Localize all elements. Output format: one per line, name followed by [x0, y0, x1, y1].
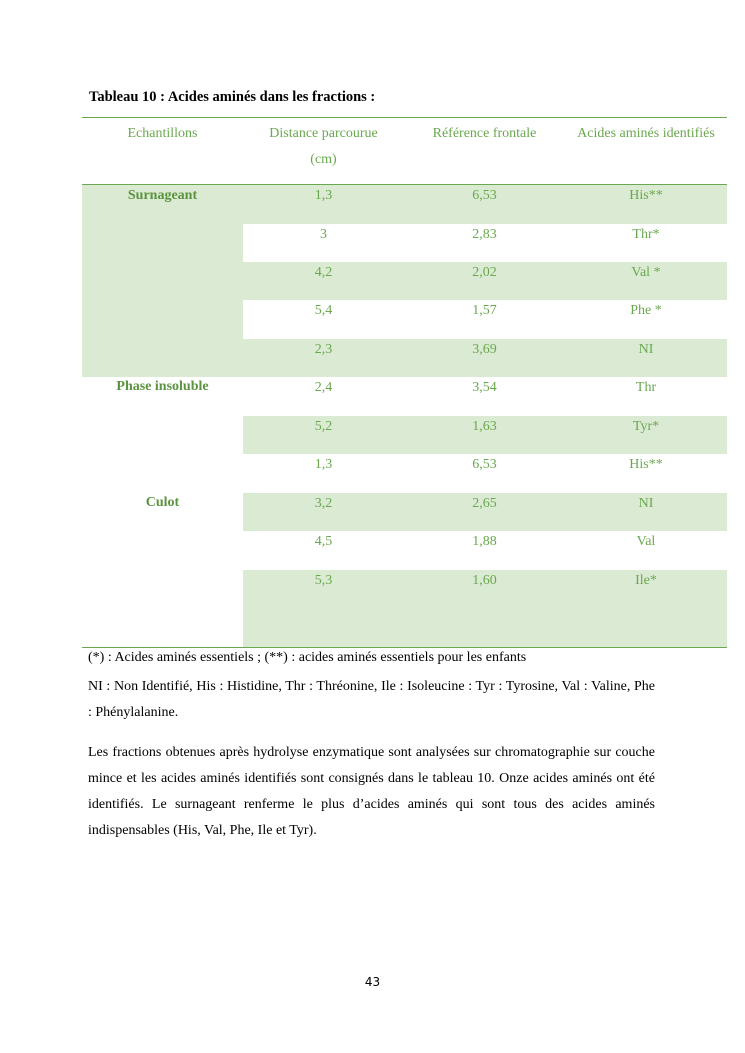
cell-distance: 2,4 [314, 380, 333, 395]
table-row [243, 300, 727, 339]
cell-amino-acid: Ile* [635, 573, 657, 588]
group-label-surnageant: Surnageant [127, 188, 198, 203]
table-body [82, 185, 727, 648]
header-acides-amines: Acides aminés identifiés [577, 126, 715, 141]
cell-reference: 1,63 [472, 419, 497, 434]
group-surnageant-cell [82, 185, 243, 377]
cell-distance: 5,3 [314, 573, 333, 588]
cell-distance: 5,2 [314, 419, 333, 434]
cell-distance: 3,2 [314, 496, 333, 511]
table-caption: Tableau 10 : Acides aminés dans les fractions : [89, 89, 376, 105]
table-row [243, 224, 727, 262]
cell-distance: 2,3 [314, 342, 333, 357]
cell-distance: 1,3 [314, 188, 333, 203]
page-number: 43 [364, 975, 381, 989]
cell-amino-acid: Phe * [630, 303, 662, 318]
cell-reference: 2,83 [472, 227, 497, 242]
abbreviations-note: NI : Non Identifié, His : Histidine, Thr : Thréonine, Ile : Isoleucine : Tyr : Tyrosine, Val : Valine, Phe : Phénylalanine. [88, 679, 655, 720]
header-distance-line1: Distance parcourue [269, 126, 378, 141]
header-distance [243, 121, 404, 173]
cell-amino-acid: NI [638, 342, 654, 357]
table-footnote: (*) : Acides aminés essentiels ; (**) : acides aminés essentiels pour les enfants [88, 650, 527, 665]
cell-reference: 2,65 [472, 496, 497, 511]
amino-acid-table [82, 117, 727, 648]
header-reference-frontale: Référence frontale [432, 126, 537, 141]
cell-amino-acid: His** [629, 188, 663, 203]
cell-amino-acid: Tyr* [632, 419, 660, 434]
table-row [243, 416, 727, 454]
cell-reference: 2,02 [472, 265, 497, 280]
table-row [243, 570, 727, 647]
body-paragraph: Les fractions obtenues après hydrolyse enzymatique sont analysées sur chromatographie sur couche mince et les acides aminés identifiés sont consignés dans le tableau 10. Onze acides aminés ont été identifiés. Le surnageant renferme le plus d’acides aminés qui sont tous des acides aminés indispensables (His, Val, Phe, Ile et Tyr). [88, 745, 655, 838]
cell-amino-acid: Val [636, 534, 656, 549]
group-label-phase-insoluble: Phase insoluble [116, 379, 209, 394]
table-row [243, 185, 727, 224]
table-row [243, 493, 727, 531]
cell-reference: 6,53 [472, 188, 497, 203]
header-echantillons: Echantillons [127, 126, 198, 141]
cell-reference: 1,60 [472, 573, 497, 588]
cell-distance: 4,5 [314, 534, 333, 549]
cell-amino-acid: NI [638, 496, 654, 511]
cell-reference: 3,69 [472, 342, 497, 357]
cell-reference: 1,88 [472, 534, 497, 549]
cell-reference: 3,54 [472, 380, 497, 395]
table-header [82, 118, 727, 185]
header-distance-unit: (cm) [310, 152, 337, 167]
cell-distance: 3 [320, 227, 327, 242]
cell-distance: 4,2 [314, 265, 333, 280]
cell-reference: 6,53 [472, 457, 497, 472]
cell-amino-acid: Thr [635, 380, 657, 395]
table-row [243, 339, 727, 377]
table-row [243, 262, 727, 300]
cell-amino-acid: Thr* [632, 227, 660, 242]
table-row [243, 377, 727, 416]
cell-distance: 1,3 [314, 457, 333, 472]
group-label-culot: Culot [145, 495, 180, 510]
table-row [243, 531, 727, 570]
cell-amino-acid: Val * [631, 265, 661, 280]
cell-reference: 1,57 [472, 303, 497, 318]
table-row [243, 454, 727, 493]
cell-amino-acid: His** [629, 457, 663, 472]
cell-distance: 5,4 [314, 303, 333, 318]
